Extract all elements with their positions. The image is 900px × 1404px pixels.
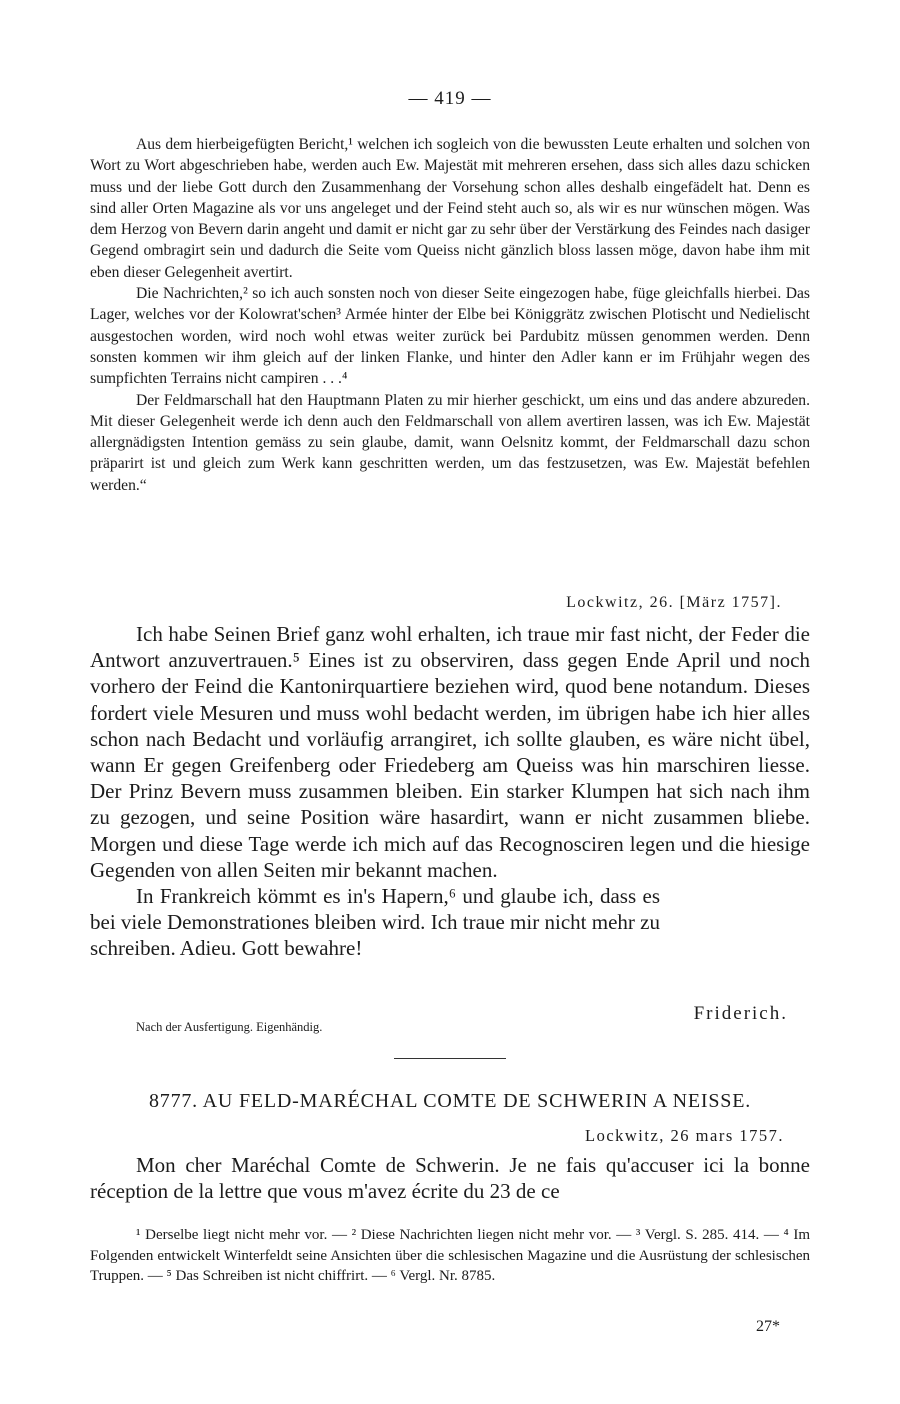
signature: Friderich. — [693, 1003, 788, 1024]
report-paragraph-2: Die Nachrichten,² so ich auch sonsten noch von dieser Seite eingezogen habe, füge gleichfalls hierbei. Das Lager, welches vor der Kolowrat'schen³ Armée hinter der Elbe bei Königgrätz zwischen Plotischt und Nedielischt ausgestochen worden, wird noch wohl etwas weiter zurück bei Pardubitz müssen genommen werden. Denn sonsten kommen wir ihm gleich auf der linken Flanke, und hinter den Adler kann er im Frühjahr wegen des sumpfichten Terrains nicht campiren . . .⁴ — [90, 285, 810, 388]
report-paragraph-3: Der Feldmarschall hat den Hauptmann Platen zu mir hierher geschickt, um eins und das andere abzureden. Mit dieser Gelegenheit werde ich denn auch den Feldmarschall von allem avertiren lassen, was ich Ew. Majestät allergnädigsten Intention gemäss zu sein glaube, damit, wann Oelsnitz kommt, der Feldmarschall dazu schon präparirt ist und gleich zum Werk kann geschritten werden, um das festzusetzen, was Ew. Majestät befehlen werden.“ — [90, 391, 810, 494]
letter-paragraph: Mon cher Maréchal Comte de Schwerin. Je ne fais qu'accuser ici la bonne réception de la lettre que vous m'avez écrite du 23 de ce — [90, 1153, 810, 1204]
footnotes-text: ¹ Derselbe liegt nicht mehr vor. — ² Diese Nachrichten liegen nicht mehr vor. — ³ Vergl. S. 285. 414. — ⁴ Im Folgenden entwickelt Winterfeldt seine Ansichten über die schlesischen Magazine und die Ausrüstung der schlesischen Truppen. — ⁵ Das Schreiben ist nicht chiffrirt. — ⁶ Vergl. Nr. 8785. — [90, 1227, 810, 1284]
report-paragraph-1: Aus dem hierbeigefügten Bericht,¹ welchen ich sogleich von die bewussten Leute erhalten und solchen von Wort zu Wort abgeschrieben habe, werden auch Ew. Majestät mit mehreren ersehen, dass sich alles dazu schicken muss und der liebe Gott durch den Zusammenhang der Vorsehung schon alles deshalb eingefädelt hat. Denn es sind aller Orten Magazine als vor uns angeleget und der Feind steht auch so, als wir es nur wünschen mögen. Was dem Herzog von Bevern darin angeht und damit er nicht gar zu sehr über der Verstärkung des Feindes nach dasiger Gegend ombragirt sein und dadurch die Seite vom Queiss nicht gänzlich bloss lassen möge, davon habe ihm mit eben dieser Gelegenheit avertirt. — [90, 136, 810, 281]
source-note: Nach der Ausfertigung. Eigenhändig. — [136, 1020, 323, 1034]
reply-paragraph-2: In Frankreich kömmt es in's Hapern,⁶ und glaube ich, dass es bei viele Demonstrationes bleiben wird. Ich traue mir nicht mehr zu schreiben. Adieu. Gott bewahre! — [90, 884, 660, 961]
letter-text — [90, 1152, 810, 1204]
reply-letter — [90, 621, 810, 962]
letter-heading: 8777. AU FELD-MARÉCHAL COMTE DE SCHWERIN A NEISSE. — [148, 1090, 752, 1112]
page-number: — 419 — — [408, 88, 492, 109]
reply-paragraph-1: Ich habe Seinen Brief ganz wohl erhalten, ich traue mir fast nicht, der Feder die Antwort anzuvertrauen.⁵ Eines ist zu observiren, dass gegen Ende April und noch vorhero der Feind die Kantonirquartiere beziehen wird, quod bene notandum. Dieses fordert viele Mesuren und muss wohl bedacht werden, im übrigen habe ich hier alles schon nach Bedacht und vorläufig arrangiret, ich sollte glauben, es wäre nicht übel, wann Er gegen Greifenberg oder Friedeberg am Queiss was hin marschiren liesse. Der Prinz Bevern muss zusammen bleiben. Ein starker Klumpen hat sich nach ihm zu gezogen, und seine Position wäre hasardirt, wann er nicht zusammen bliebe. Morgen und diese Tage werde ich mich auf das Recognosciren legen und die hiesige Gegenden von allen Seiten mir bekannt machen. — [90, 622, 810, 882]
footnotes — [90, 1225, 810, 1287]
section-divider — [394, 1058, 506, 1059]
reply-place-date: Lockwitz, 26. [März 1757]. — [566, 594, 782, 611]
report-quote — [90, 134, 810, 496]
letter-place-date: Lockwitz, 26 mars 1757. — [584, 1126, 784, 1145]
sheet-signature-mark: 27* — [756, 1318, 780, 1335]
